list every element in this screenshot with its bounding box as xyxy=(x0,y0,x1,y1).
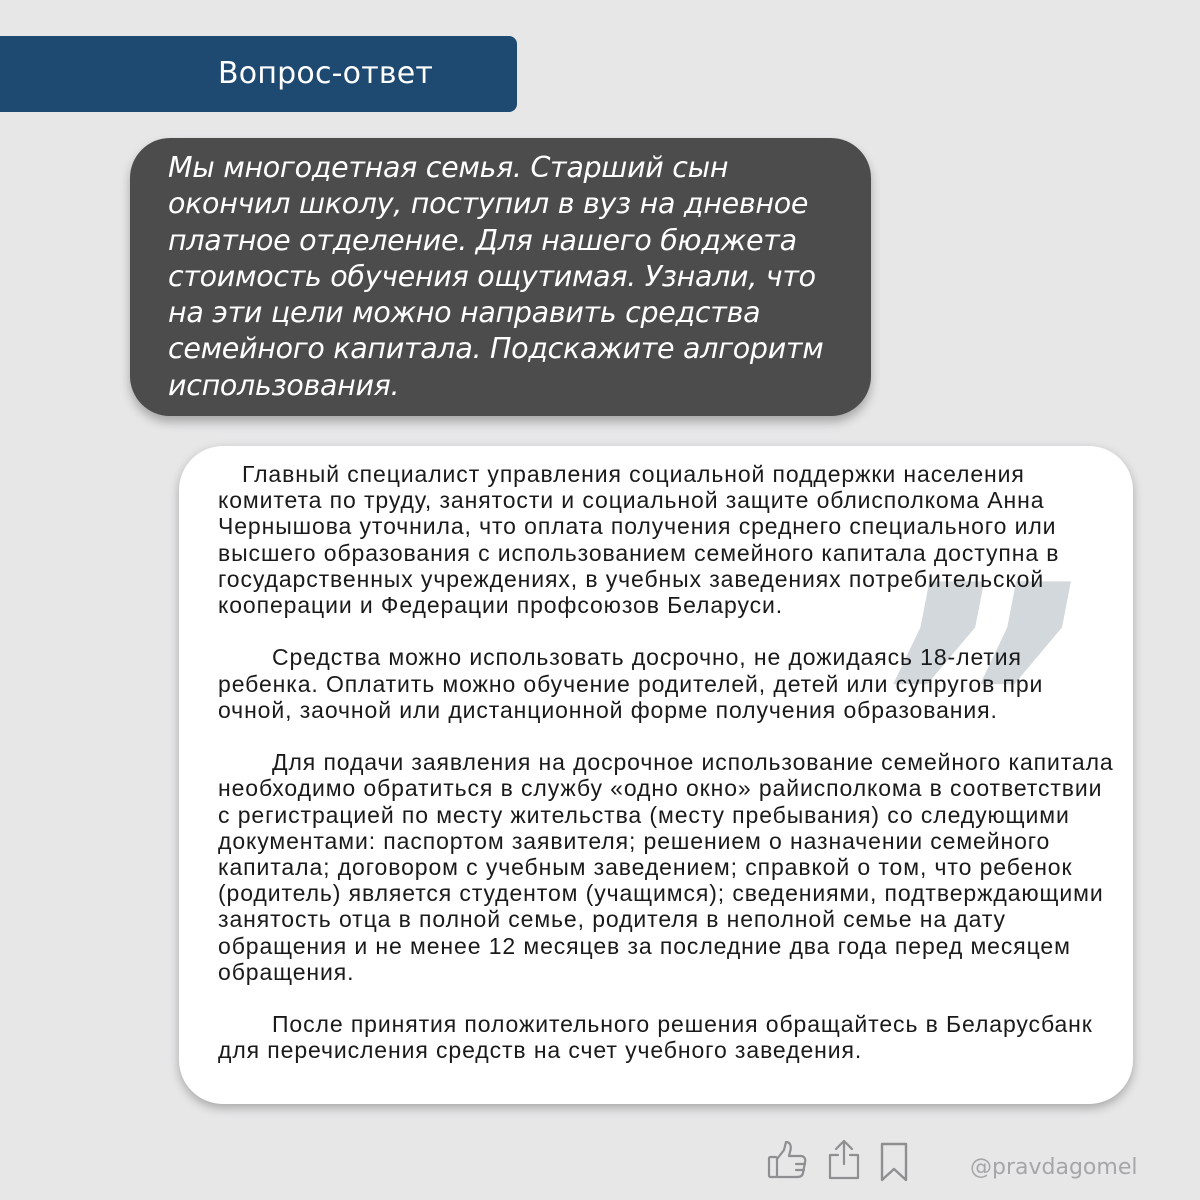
question-bubble xyxy=(130,138,871,416)
answer-paragraph: После принятия положительного решения обращайтесь в Беларусбанк для перечисления средств на счет учебного заведения. xyxy=(218,1011,1093,1064)
page-title: Вопрос-ответ xyxy=(218,56,434,91)
like-icon[interactable] xyxy=(766,1138,810,1186)
header-tab xyxy=(0,36,517,112)
quote-mark-icon: ” xyxy=(869,516,1062,900)
answer-body xyxy=(218,461,1118,1064)
question-text: Мы многодетная семья. Старший сын окончил школу, поступил в вуз на дневное платное отделение. Для нашего бюджета стоимость обучения ощутимая. Узнали, что на эти цели можно направить средства семейного капитала. Подскажите алгоритм использования. xyxy=(168,151,824,402)
bookmark-icon[interactable] xyxy=(878,1141,910,1187)
answer-paragraph: Средства можно использовать досрочно, не дожидаясь 18-летия ребенка. Оплатить можно обучение родителей, детей или супругов при очной, заочной или дистанционной форме получения образования. xyxy=(218,644,1044,723)
account-handle: @pravdagomel xyxy=(970,1155,1138,1180)
share-icon[interactable] xyxy=(826,1138,862,1186)
footer-actions xyxy=(766,1138,926,1186)
answer-card xyxy=(179,446,1133,1104)
answer-paragraph: Для подачи заявления на досрочное использование семейного капитала необходимо обратиться в службу «одно окно» райисполкома в соответствии с регистрацией по месту жительства (месту пребывания) со следующими документами: паспортом заявителя; решением о назначении семейного капитала; договором с учебным заведением; справкой о том, что ребенок (родитель) является студентом (учащимся); сведениями, подтверждающими занятость отца в полной семье, родителя в неполной семье на дату обращения и не менее 12 месяцев за последние два года перед месяцем обращения. xyxy=(218,749,1114,985)
answer-paragraph: Главный специалист управления социальной поддержки населения комитета по труду, занятости и социальной защите облисполкома Анна Чернышова уточнила, что оплата получения среднего специального или высшего образования с использованием семейного капитала доступна в государственных учреждениях, в учебных заведениях потребительской кооперации и Федерации профсоюзов Беларуси. xyxy=(218,461,1060,619)
